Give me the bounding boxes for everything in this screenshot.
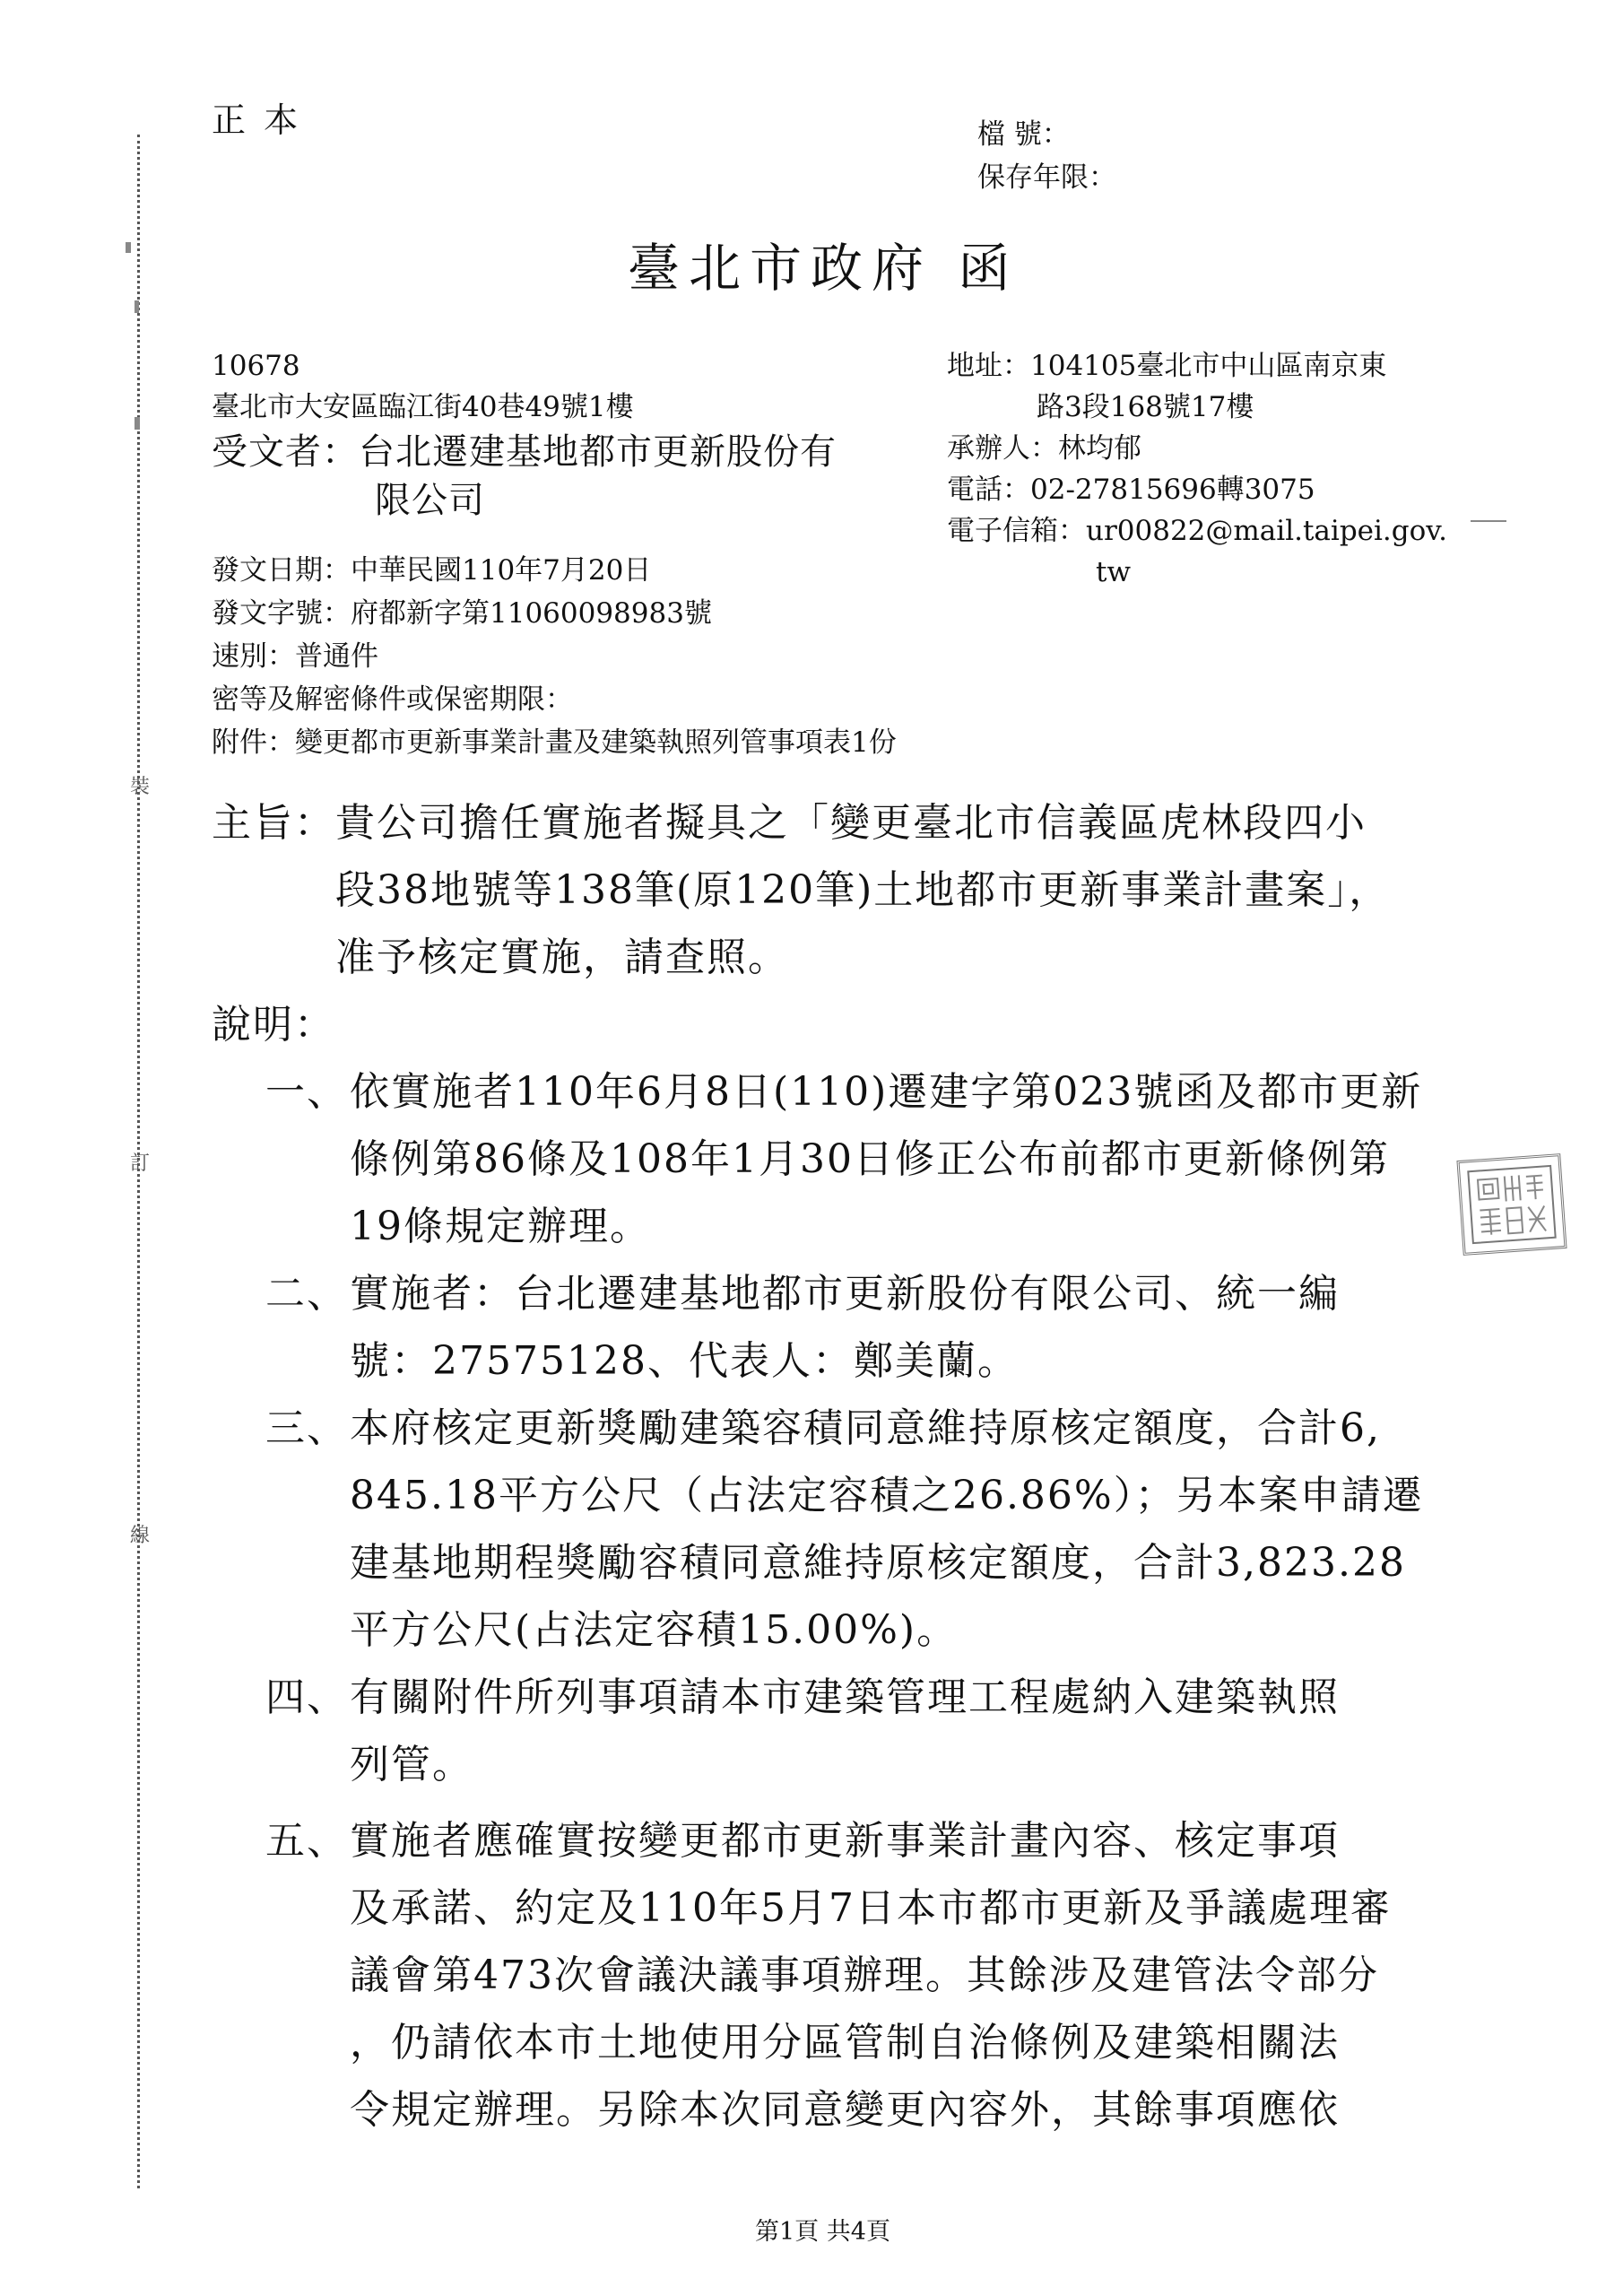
document-number: 發文字號：府都新字第11060098983號	[212, 597, 712, 630]
item-marker: 二、	[265, 1271, 348, 1317]
retention-period-label: 保存年限：	[977, 161, 1116, 194]
postal-code: 10678	[212, 350, 300, 382]
subject-line-3: 准予核定實施，請查照。	[335, 935, 789, 980]
receiver-line-2: 限公司	[375, 480, 485, 521]
item-line: 議會第473次會議決議事項辦理。其餘涉及建管法令部分	[350, 1952, 1379, 1998]
item-line: 條例第86條及108年1月30日修正公布前都市更新條例第	[350, 1136, 1390, 1182]
item-line: ，仍請依本市土地使用分區管制自治條例及建築相關法	[350, 2020, 1340, 2066]
item-marker: 三、	[265, 1405, 348, 1451]
item-line: 本府核定更新獎勵建築容積同意維持原核定額度，合計6,	[350, 1405, 1381, 1451]
item-line: 845.18平方公尺（占法定容積之26.86%）；另本案申請遷	[350, 1473, 1424, 1518]
delivery-speed: 速別：普通件	[212, 640, 378, 673]
item-marker: 五、	[265, 1818, 348, 1864]
item-line: 有關附件所列事項請本市建築管理工程處納入建築執照	[350, 1674, 1340, 1720]
issue-date: 發文日期：中華民國110年7月20日	[212, 554, 652, 587]
subject-line-1: 主旨：貴公司擔任實施者擬具之「變更臺北市信義區虎林段四小	[212, 800, 1367, 846]
sender-address-1: 地址：104105臺北市中山區南京東	[947, 350, 1387, 382]
item-marker: 一、	[265, 1069, 348, 1115]
item-line: 平方公尺(占法定容積15.00%)。	[350, 1607, 959, 1653]
binding-mark-zhuang: 裝	[130, 776, 151, 798]
item-line: 建基地期程獎勵容積同意維持原核定額度，合計3,823.28	[350, 1540, 1406, 1586]
receiver-line-1: 受文者：台北遷建基地都市更新股份有	[212, 431, 837, 473]
explanation-label: 說明：	[212, 1002, 335, 1048]
item-line: 及承諾、約定及110年5月7日本市都市更新及爭議處理審	[350, 1885, 1392, 1931]
binding-mark-ding: 訂	[130, 1152, 151, 1175]
item-line: 實施者：台北遷建基地都市更新股份有限公司、統一編	[350, 1271, 1340, 1317]
item-line: 列管。	[350, 1742, 473, 1787]
confidentiality: 密等及解密條件或保密期限：	[212, 683, 573, 716]
item-line: 令規定辦理。另除本次同意變更內容外，其餘事項應依	[350, 2087, 1340, 2133]
email-2: tw	[1096, 556, 1131, 588]
scan-speck	[135, 300, 139, 313]
phone: 電話：02-27815696轉3075	[947, 474, 1315, 506]
official-seal-stamp	[1456, 1153, 1567, 1256]
handler: 承辦人：林均郁	[947, 432, 1141, 465]
document-title: 臺北市政府 函	[628, 238, 1020, 299]
recipient-address: 臺北市大安區臨江街40巷49號1樓	[212, 391, 634, 423]
item-line: 號：27575128、代表人：鄭美蘭。	[350, 1338, 1019, 1384]
attachment: 附件：變更都市更新事業計畫及建築執照列管事項表1份	[212, 726, 897, 759]
email-1: 電子信箱：ur00822@mail.taipei.gov.	[947, 515, 1447, 547]
item-line: 依實施者110年6月8日(110)遷建字第023號函及都市更新	[350, 1069, 1423, 1115]
scan-speck	[1471, 520, 1506, 522]
subject-line-2: 段38地號等138筆(原120筆)土地都市更新事業計畫案」，	[335, 867, 1391, 913]
item-marker: 四、	[265, 1674, 348, 1720]
page-footer: 第1頁 共4頁	[755, 2218, 890, 2246]
item-line: 實施者應確實按變更都市更新事業計畫內容、核定事項	[350, 1818, 1340, 1864]
binding-mark-xian: 線	[130, 1525, 151, 1547]
scan-speck	[126, 242, 131, 253]
scan-speck	[135, 417, 140, 430]
copy-mark: 正 本	[212, 100, 302, 140]
file-number-label: 檔 號：	[977, 118, 1070, 151]
item-line: 19條規定辦理。	[350, 1204, 651, 1249]
sender-address-2: 路3段168號17樓	[1037, 391, 1254, 423]
seal-pattern-icon	[1464, 1162, 1559, 1248]
